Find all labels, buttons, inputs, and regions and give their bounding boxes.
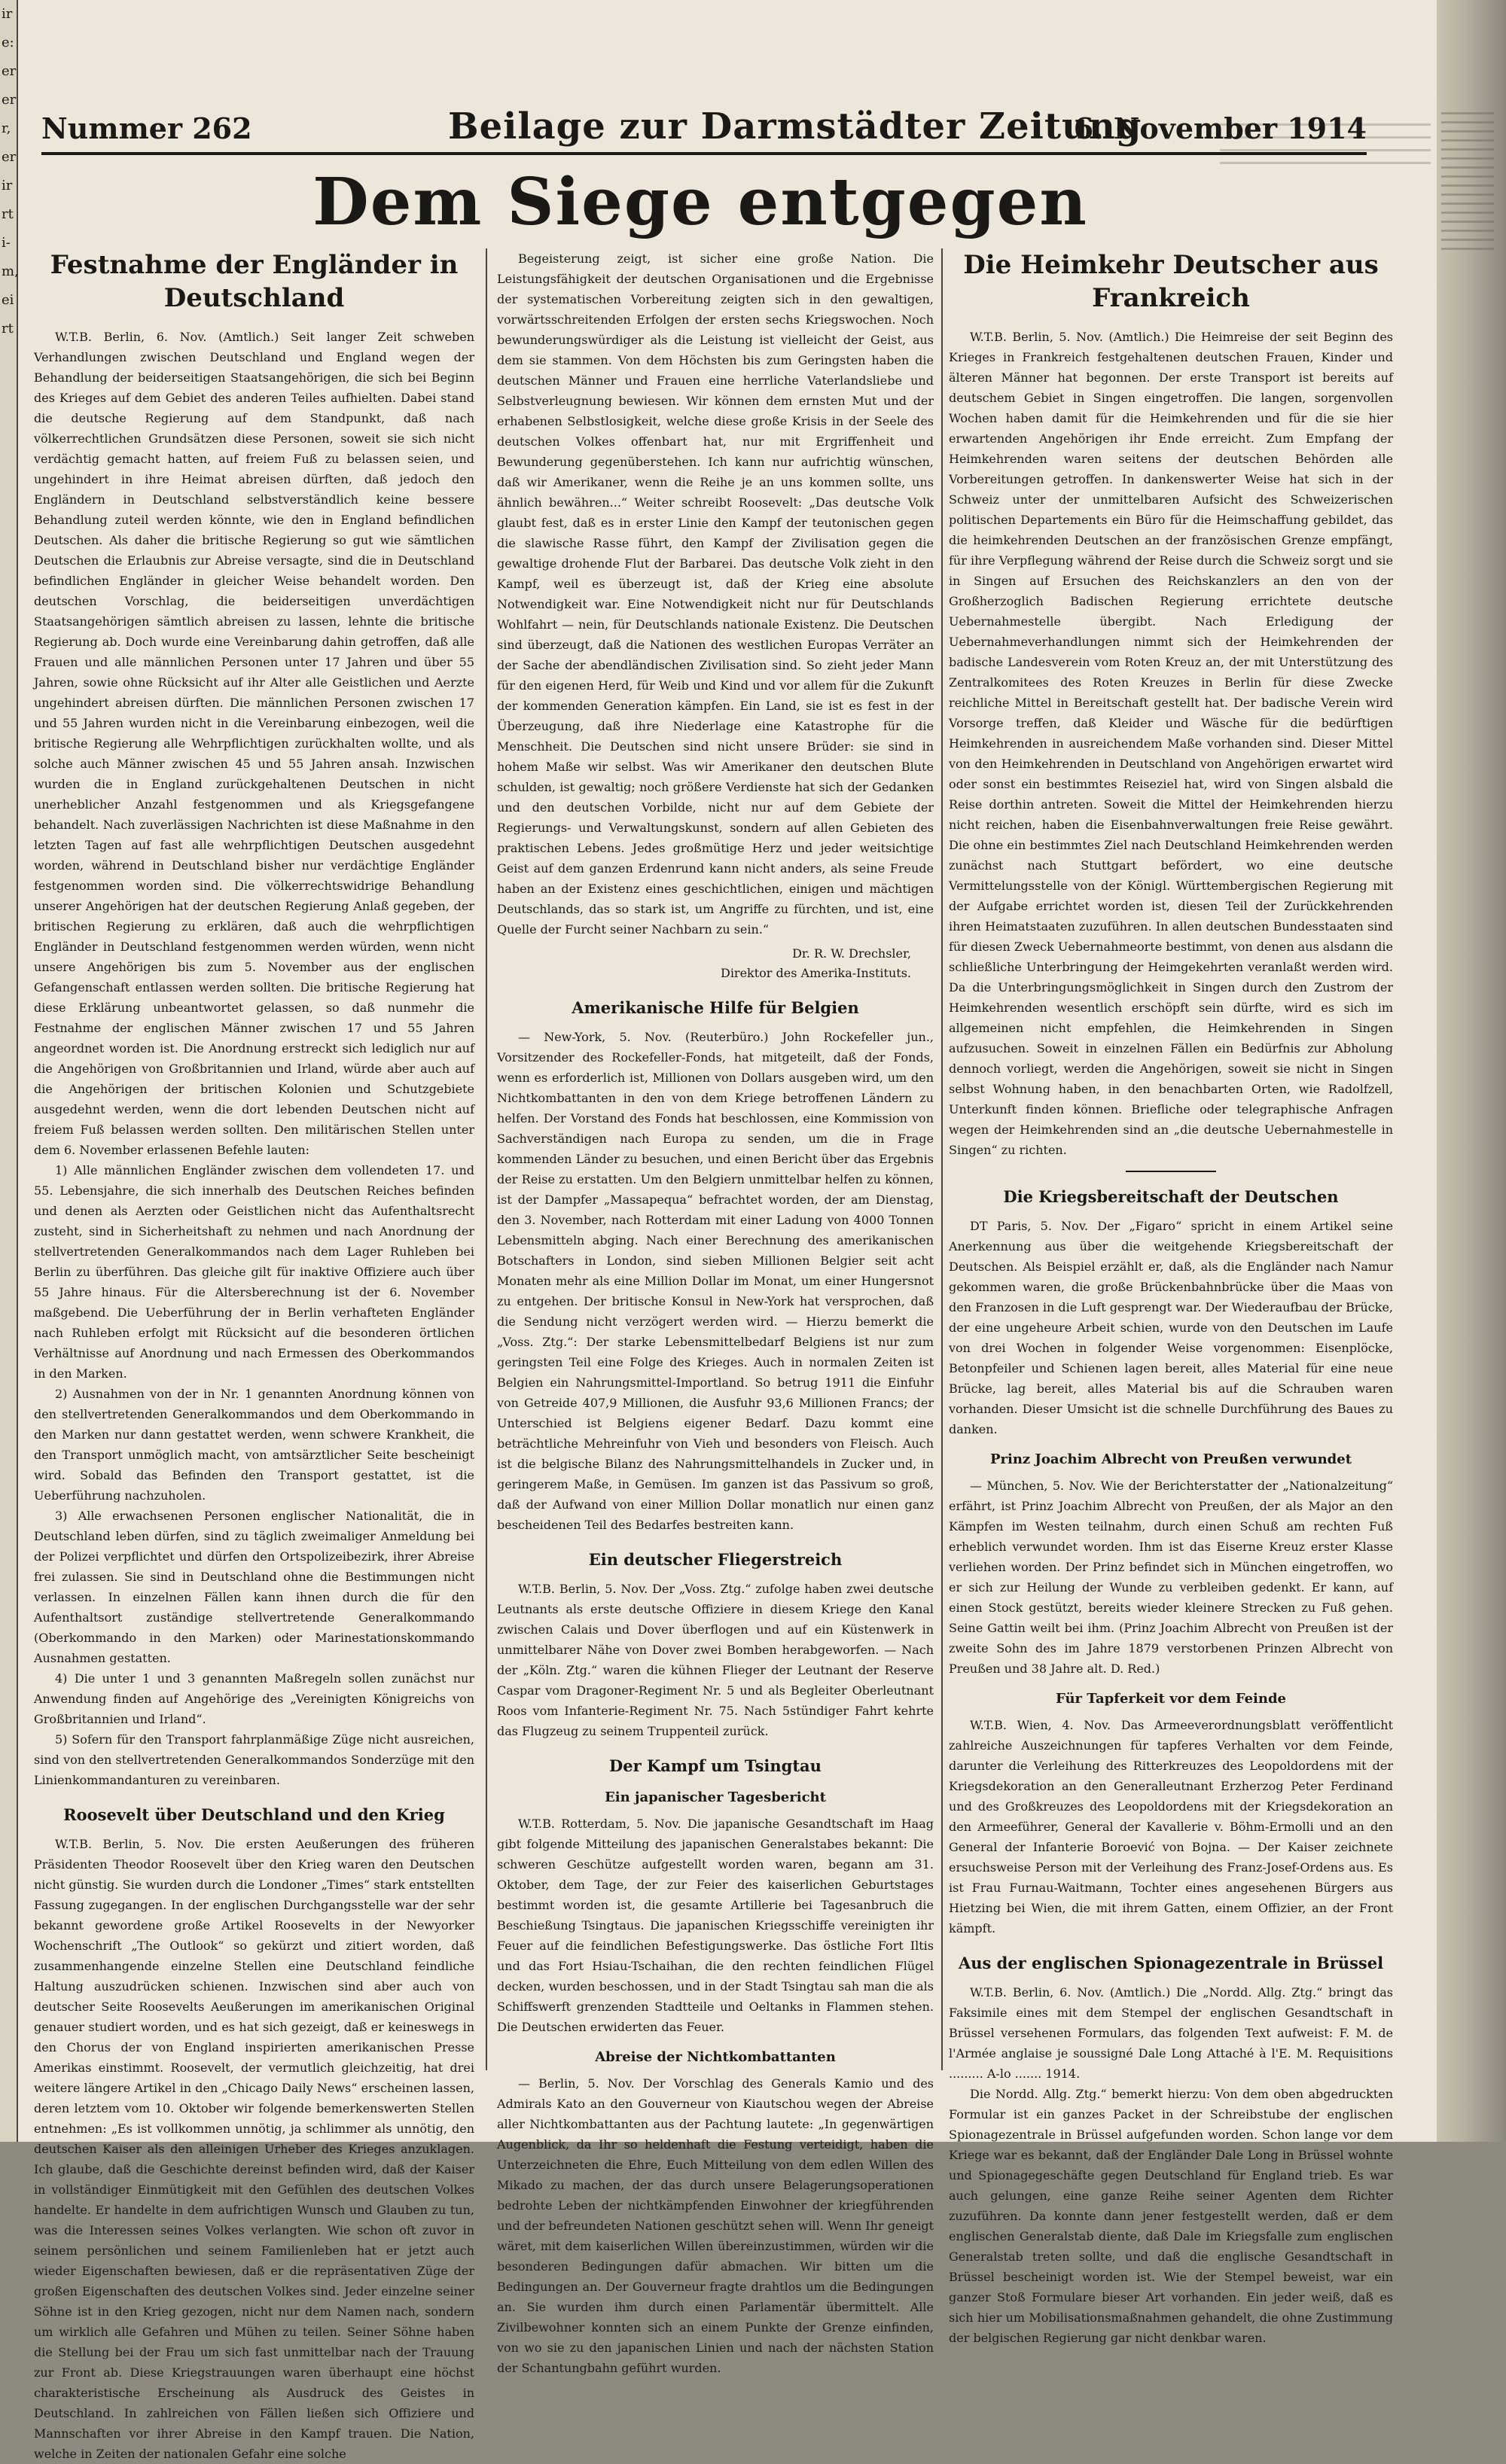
book-edge: [1437, 0, 1506, 2142]
article-title: Die Heimkehr Deutscher aus Frankreich: [963, 250, 1379, 313]
signature-name: Dr. R. W. Drechsler,: [792, 946, 911, 961]
margin-fragment: er: [2, 149, 17, 165]
article-paragraph: W.T.B. Berlin, 6. Nov. (Amtlich.) Die „Nordd. Allg. Ztg.“ bringt das Faksimile eines mit dem Stempel der englischen Gesandtschaft in Brüssel versehenen Formulars, das folgenden Text aufweist: F. M. de l'Armée anglaise je soussigné Dale Long Attaché à l'E. M. Requisitions ......... A-lo ....... 1914.: [949, 1985, 1393, 2081]
article-title: Der Kampf um Tsingtau: [609, 1756, 822, 1775]
article-paragraph: W.T.B. Rotterdam, 5. Nov. Die japanische Gesandtschaft im Haag gibt folgende Mitteilung des japanischen Generalstabes bekannt: Die schweren Geschütze aufgestellt worden waren, begann am 31. Oktober, dem Tage, der zur Feier des kaiserlichen Geburtstages bestimmt worden ist, die gesamte Artillerie bei Tagesanbruch die Beschießung Tsingtaus. Die japanischen Kriegsschiffe vereinigten ihr Feuer auf die feindlichen Befestigungswerke. Das östliche Fort Iltis und das Fort Hsiau-Tschaihan, die den rechten feindlichen Flügel decken, wurden beschossen, und in der Stadt Tsingtau sah man die als Schiffswerft grenzenden Stadtteile und Oeltanks in Flammen stehen. Die Deutschen erwiderten das Feuer.: [497, 1817, 934, 2034]
article-paragraph: DT Paris, 5. Nov. Der „Figaro“ spricht in einem Artikel seine Anerkennung aus über die weitgehende Kriegsbereitschaft der Deutschen. Als Beispiel erzählt er, daß, als die Engländer nach Namur gekommen waren, die große Brückenbahnbrücke über die Maas von den Franzosen in die Luft gesprengt war. Der Wiederaufbau der Brücke, der eine ungeheure Arbeit schien, wurde von den Deutschen im Laufe von drei Wochen in folgender Weise vorgenommen: Eisenplöcke, Betonpfeiler und Schienen lagen bereit, alles Material für eine neue Brücke, lag bereit, alles Material bis auf die Schrauben waren vorhanden. Dieser Umsicht ist die schnelle Durchführung des Baues zu danken.: [949, 1219, 1393, 1436]
article-paragraph: — New-York, 5. Nov. (Reuterbüro.) John Rockefeller jun., Vorsitzender des Rockefeller-Fonds, hat mitgeteilt, daß der Fonds, wenn es erforderlich ist, Millionen von Dollars ausgeben wird, um den Nichtkombattanten in den von dem Kriege betroffenen Ländern zu helfen. Der Vorstand des Fonds hat beschlossen, eine Kommission von Sachverständigen nach Europa zu senden, um die in Frage kommenden Länder zu besuchen, und einen Bericht über das Ergebnis der Reise zu erstatten. Um den Belgiern unmittelbar helfen zu können, ist der Dampfer „Massapequa“ befrachtet worden, der am Dienstag, den 3. November, nach Rotterdam mit einer Ladung von 4000 Tonnen Lebensmitteln abging. Nach einer Berechnung des amerikanischen Botschafters in London, sind sieben Millionen Belgier seit acht Monaten mehr als eine Million Dollar im Monat, um einer Hungersnot zu entgehen. Der britische Konsul in New-York hat versprochen, daß die Sendung nicht verzögert werden wird. — Hierzu bemerkt die „Voss. Ztg.“: Der starke Lebensmittelbedarf Belgiens ist nur zum geringsten Teil eine Folge des Krieges. Auch in normalen Zeiten ist Belgien ein Nahrungsmittel-Importland. So betrug 1911 die Einfuhr von Getreide 407,9 Millionen, die Ausfuhr 93,6 Millionen Francs; der Unterschied ist Belgiens eigener Bedarf. Dazu kommt eine beträchtliche Mehreinfuhr von Vieh und besonders von Fleisch. Auch ist die belgische Bilanz des Nahrungsmittelhandels in Zucker und, in geringerem Maße, in Gemüsen. Im ganzen ist das Passivum so groß, daß der Aufwand von einer Million Dollar monatlich nur einen ganz bescheidenen Teil des Bedarfes bestreiten kann.: [497, 1030, 934, 1532]
article-paragraph: — Berlin, 5. Nov. Der Vorschlag des Generals Kamio und des Admirals Kato an den Gouverneur von Kiautschou wegen der Abreise aller Nichtkombattanten aus der Pachtung lautete: „In gegenwärtigen Augenblick, da Ihr so heldenhaft die Festung verteidigt, haben die Unterzeichneten die Ehre, Euch Mitteilung von dem edlen Willen des Mikado zu machen, der das durch unsere Belagerungsoperationen bedrohte Leben der nichtkämpfenden Einwohner der kriegführenden und der befreundeten Nationen geschützt sehen will. Wenn Ihr geneigt wäret, mit dem kaiserlichen Willen übereinzustimmen, würden wir die besonderen Bedingungen dafür abmachen. Wir bitten um die Bedingungen an. Der Gouverneur fragte drahtlos um die Bedingungen an. Sie wurden ihm durch einen Parlamentär übermittelt. Alle Zivilbewohner konnten sich an einem Punkte der Grenze einfinden, von wo sie zu den japanischen Linien und nach der nächsten Station der Schantungbahn geführt wurden.: [497, 2076, 934, 2375]
margin-fragment: m,: [2, 263, 19, 279]
article-paragraph: 2) Ausnahmen von der in Nr. 1 genannten Anordnung können von den stellvertretenden Generalkommandos und dem Oberkommando in den Marken nur dann gestattet werden, wenn schwere Krankheit, die den Transport unmöglich macht, von amtsärztlicher Seite bescheinigt wird. Sobald das Befinden den Transport gestattet, ist die Ueberführung nachzuholen.: [34, 1387, 474, 1503]
article-paragraph: 3) Alle erwachsenen Personen englischer Nationalität, die in Deutschland leben dürfen, sind zu täglich zweimaliger Anmeldung bei der Polizei verpflichtet und dürfen den Ortspolizeibezirk, ihrer Abreise frei zulassen. Sie sind in Deutschland ohne die Bestimmungen nicht verlassen. In einzelnen Fällen kann ihnen durch die für den Aufenthaltsort zuständige stellvertretende Generalkommando (Oberkommando in den Marken) oder Marinestationskommando Ausnahmen gestatten.: [34, 1509, 474, 1665]
signature: [497, 944, 911, 983]
article-paragraph: W.T.B. Berlin, 5. Nov. Der „Voss. Ztg.“ zufolge haben zwei deutsche Leutnants als erste deutsche Offiziere in diesem Kriege den Kanal zwischen Calais und Dover überflogen und auf ein Küstenwerk in unmittelbarer Nähe von Dover zwei Bomben herabgeworfen. — Nach der „Köln. Ztg.“ waren die kühnen Flieger der Leutnant der Reserve Caspar vom Dragoner-Regiment Nr. 5 und als Begleiter Oberleutnant Roos vom Infanterie-Regiment Nr. 75. Nach 5stündiger Fahrt kehrte das Flugzeug zu seinem Truppenteil zurück.: [497, 1582, 934, 1738]
page-title: Dem Siege entgegen: [312, 164, 1088, 240]
article-title: Ein deutscher Fliegerstreich: [588, 1550, 843, 1569]
issue-date: 6. November 1914: [1073, 111, 1367, 145]
column-2: [497, 248, 934, 2378]
article-paragraph: — München, 5. Nov. Wie der Berichterstatter der „Nationalzeitung“ erfährt, ist Prinz Joachim Albrecht von Preußen, der als Major an den Kämpfen im Westen teilnahm, durch einen Schuß am rechten Fuß erheblich verwundet worden. Ihm ist das Eiserne Kreuz erster Klasse verliehen worden. Der Prinz befindet sich in München eingetroffen, wo er sich zur Heilung der Wunde zu verbleiben gedenkt. Er kann, auf einen Stock gestützt, bereits wieder kleinere Strecken zu Fuß gehen. Seine Gattin weilt bei ihm. (Prinz Joachim Albrecht von Preußen ist der zweite Sohn des im Jahre 1879 verstorbenen Prinzen Albrecht von Preußen und 38 Jahre alt. D. Red.): [949, 1479, 1393, 1676]
article-subtitle: Ein japanischer Tagesbericht: [605, 1789, 826, 1805]
margin-fragment: ir: [2, 6, 13, 22]
article-paragraph: W.T.B. Wien, 4. Nov. Das Armeeverordnungsblatt veröffentlicht zahlreiche Auszeichnungen für tapferes Verhalten vor dem Feinde, darunter die Verleihung des Ritterkreuzes des Leopoldordens mit der Kriegsdekoration an den Generalleutnant Erzherzog Peter Ferdinand und des Großkreuzes des Leopoldordens mit der Kriegsdekoration an den Armeeführer, General der Kavallerie v. Böhm-Ermolli und an den General der Infanterie Boroević von Bojna. — Der Kaiser zeichnete ersuchsweise Person mit der Verleihung des Franz-Josef-Ordens aus. Es ist Frau Furnau-Waitmann, Tochter eines angesehenen Bürgers aus Hietzing bei Wien, die mit ihrem Gatten, einem Offizier, an der Front kämpft.: [949, 1718, 1393, 1936]
article-paragraph: 4) Die unter 1 und 3 genannten Maßregeln sollen zunächst nur Anwendung finden auf Angehörige des „Vereinigten Königreichs von Großbritannien und Irland“.: [34, 1671, 474, 1726]
article-title: Für Tapferkeit vor dem Feinde: [1055, 1691, 1287, 1707]
margin-fragment: rt: [2, 206, 14, 222]
article-paragraph: 1) Alle männlichen Engländer zwischen dem vollendeten 17. und 55. Lebensjahre, die sich innerhalb des Deutschen Reiches befinden und denen als Aerzten oder Geistlichen nicht das Aufenthaltsrecht zusteht, sind in Sicherheitshaft zu nehmen und nach Anordnung der stellvertretenden Generalkommandos nach dem Lager Ruhleben bei Berlin zu überführen. Das gleiche gilt für inaktive Offiziere auch über 55 Jahre hinaus. Für die Altersberechnung ist der 6. November maßgebend. Die Ueberführung der in Berlin verhafteten Engländer nach Ruhleben erfolgt mit Rücksicht auf die besonderen örtlichen Verhältnisse auf Anordnung und nach Ermessen des Oberkommandos in den Marken.: [34, 1163, 474, 1381]
signature-title: Direktor des Amerika-Instituts.: [720, 966, 911, 980]
article-title: Roosevelt über Deutschland und den Krieg: [63, 1805, 445, 1824]
article-title: Amerikanische Hilfe für Belgien: [572, 998, 859, 1017]
article-title: Prinz Joachim Albrecht von Preußen verwundet: [989, 1451, 1352, 1467]
margin-fragment: rt: [2, 321, 14, 337]
article-paragraph: W.T.B. Berlin, 6. Nov. (Amtlich.) Seit langer Zeit schweben Verhandlungen zwischen Deutschland und England wegen der Behandlung der beiderseitigen Staatsangehörigen, die sich bei Beginn des Krieges auf dem Gebiet des anderen Teiles aufhielten. Dabei stand die deutsche Regierung auf dem Standpunkt, daß nach völkerrechtlichen Grundsätzen diese Personen, soweit sie sich nicht verdächtig gemacht hatten, auf freiem Fuß zu belassen seien, und ungehindert in ihre Heimat abreisen dürften, daß jedoch den Engländern in Deutschland selbstverständlich keine bessere Behandlung zuteil werden könnte, wie den in England befindlichen Deutschen. Als daher die britische Regierung so gut wie sämtlichen Deutschen die Erlaubnis zur Abreise versagte, sind die in Deutschland befindlichen Engländer in gleicher Weise behandelt worden. Den deutschen Vorschlag, die beiderseitigen unverdächtigen Staatsangehörigen sämtlich abreisen zu lassen, lehnte die britische Regierung ab. Doch wurde eine Vereinbarung dahin getroffen, daß alle Frauen und alle männlichen Personen unter 17 Jahren und über 55 Jahren, sowie ohne Rücksicht auf ihr Alter alle Geistlichen und Aerzte ungehindert abreisen dürften. Die männlichen Personen zwischen 17 und 55 Jahren wurden nicht in die Vereinbarung einbezogen, weil die britische Regierung alle Wehrpflichtigen zurückhalten wollte, und als solche auch Männer zwischen 45 und 55 Jahren ansah. Inzwischen wurden die in England zurückgehaltenen Deutschen in nicht unerheblicher Anzahl festgenommen und als Kriegsgefangene behandelt. Nach zuverlässigen Nachrichten ist diese Maßnahme in den letzten Tagen auf fast alle wehrpflichtigen Deutschen ausgedehnt worden, während in Deutschland bisher nur verdächtige Engländer festgenommen worden sind. Die völkerrechtswidrige Behandlung unserer Angehörigen hat der deutschen Regierung Anlaß gegeben, der britischen Regierung zu erklären, daß auch die wehrpflichtigen Engländer in Deutschland festgenommen werden würden, wenn nicht unsere Angehörigen bis zum 5. November aus der englischen Gefangenschaft entlassen werden sollten. Die britische Regierung hat diese Erklärung unbeantwortet gelassen, so daß nunmehr die Festnahme der englischen Männer zwischen 17 und 55 Jahren angeordnet worden ist. Die Anordnung erstreckt sich lediglich nur auf die Angehörigen von Großbritannien und Irland, würde aber auch auf die Angehörigen der britischen Kolonien und Schutzgebiete ausgedehnt werden, wenn die dort lebenden Deutschen nicht auf freiem Fuß belassen werden sollten. Den militärischen Stellen unter dem 6. November erlassenen Befehle lauten:: [34, 330, 474, 1157]
article-paragraph: W.T.B. Berlin, 5. Nov. Die ersten Aeußerungen des früheren Präsidenten Theodor Roosevelt über den Krieg waren den Deutschen nicht günstig. Sie wurden durch die Londoner „Times“ stark entstellten Fassung zugegangen. In der englischen Durchgangsstelle war der sehr bekannt gewordene große Artikel Roosevelts in der Newyorker Wochenschrift „The Outlook“ so gekürzt und zitiert worden, daß zusammenhangende einzelne Stellen eine Deutschland feindliche Haltung auszudrücken schienen. Inzwischen sind aber auch von deutscher Seite Roosevelts Aeußerungen im amerikanischen Original genauer studiert worden, und es hat sich gezeigt, daß er keineswegs in den Chorus der von England inspirierten amerikanischen Presse Amerikas einstimmt. Roosevelt, der vermutlich gleichzeitig, hat drei weitere längere Artikel in den „Chicago Daily News“ erscheinen lassen, deren letztem vom 10. Oktober wir folgende bemerkenswerten Stellen entnehmen: „Es ist vollkommen unnötig, ja schlimmer als unnötig, den deutschen Kaiser als den alleinigen Urheber des Krieges anzuklagen. Ich glaube, daß die Geschichte dereinst befinden wird, daß der Kaiser in vollständiger Einmütigkeit mit den Gefühlen des deutschen Volkes handelte. Er handelte in dem aufrichtigen Wunsch und Glauben zu tun, was die Interessen seines Volkes verlangten. Wie schon oft zuvor in seinem persönlichen und seinem Familienleben hat er jetzt auch wieder Eigenschaften bewiesen, daß er die repräsentativen Züge der großen Eigenschaften des deutschen Volkes sind. Jeder einzelne seiner Söhne ist in den Krieg gezogen, nicht nur dem Namen nach, sondern um wirklich alle Gefahren und Mühen zu teilen. Seiner Söhne haben die Stellung bei der Frau um sich fast unmittelbar nach der Trauung zur Front ab. Diese Kriegstrauungen waren überhaupt eine höchst charakteristische Erscheinung als Ausdruck des Geistes in Deutschland. In zahlreichen von Fällen ließen sich Offiziere und Mannschaften vor ihrer Abreise in den Kampf trauen. Die Nation, welche in Zeiten der nationalen Gefahr eine solche: [34, 1837, 474, 2461]
article-paragraph: 5) Sofern für den Transport fahrplanmäßige Züge nicht ausreichen, sind von den stellvertretenden Generalkommandos Sonderzüge mit den Linienkommandanturen zu vereinbaren.: [34, 1732, 474, 1787]
page-header: [41, 105, 1367, 155]
article-title: Festnahme der Engländer in Deutschland: [50, 250, 459, 313]
column-rule: [486, 248, 487, 2070]
article-paragraph: W.T.B. Berlin, 5. Nov. (Amtlich.) Die Heimreise der seit Beginn des Krieges in Frankreich festgehaltenen deutschen Frauen, Kinder und älteren Männer hat begonnen. Der erste Transport ist bereits auf deutschem Gebiet in Singen eingetroffen. Die langen, sorgenvollen Wochen haben damit für die Heimkehrenden und für die sie hier erwartenden Angehörigen ihr Ende erreicht. Zum Empfang der Heimkehrenden waren seitens der deutschen Behörden alle Vorbereitungen getroffen. In dankenswerter Weise hat sich in der Schweiz unter der unmittelbaren Aufsicht des Schweizerischen politischen Departements ein Büro für die Heimschaffung gebildet, das die heimkehrenden Deutschen an der französischen Grenze empfängt, für ihre Verpflegung während der Reise durch die Schweiz sorgt und sie in Singen auf Ersuchen des Reichskanzlers an den von der Großherzoglich Badischen Regierung errichtete deutsche Uebernahmestelle übergibt. Nach Erledigung der Uebernahmeverhandlungen nimmt sich der Heimkehrenden der badische Landesverein vom Roten Kreuz an, der mit Unterstützung des Zentralkomitees des Roten Kreuzes in Berlin für diese Zwecke reichliche Mittel in Bereitschaft gestellt hat. Der badische Verein wird Vorsorge treffen, daß Kleider und Wäsche für die bedürftigen Heimkehrenden in ausreichendem Maße vorhanden sind. Dieser Mittel von den Heimkehrenden in Deutschland von Angehörigen erwartet wird oder sonst ein bestimmtes Reiseziel hat, wird von Singen alsbald die Reise dorthin antreten. Soweit die Mittel der Heimkehrenden hierzu nicht reichen, haben die Eisenbahnverwaltungen freie Reise gewährt. Die ohne ein bestimmtes Ziel nach Deutschland Heimkehrenden werden zunächst nach Stuttgart befördert, wo eine deutsche Vermittelungsstelle von der Königl. Württembergischen Regierung mit der Aufgabe errichtet worden ist, diesen Teil der Zurückkehrenden ihren Heimatstaaten zuzuführen. In allen deutschen Bundesstaaten sind für diesen Zweck Uebernahmeorte bestimmt, von denen aus alsdann die schließliche Unterbringung der Heimgekehrten veranlaßt werden wird. Da die Unterbringungsmöglichkeit in Singen durch den Zustrom der Heimkehrenden wesentlich erschöpft sein dürfte, wird es sich im allgemeinen nicht empfehlen, die Heimkehrenden in Singen aufzusuchen. Soweit in einzelnen Fällen ein Bedürfnis zur Abholung dennoch vorliegt, werden die Angehörigen, soweit sie nicht in Singen selbst Wohnung haben, in den benachbarten Orten, wie Radolfzell, Unterkunft finden können. Briefliche oder telegraphische Anfragen wegen der Heimkehrenden sind an „die deutsche Uebernahmestelle in Singen“ zu richten.: [949, 330, 1393, 1157]
margin-fragment: er: [2, 63, 17, 79]
article-subtitle: Abreise der Nichtkombattanten: [595, 2049, 836, 2065]
article-paragraph: Begeisterung zeigt, ist sicher eine große Nation. Die Leistungsfähigkeit der deutschen Organisationen und die Ergebnisse der systematischen Vorbereitung zeigten sich in den gewaltigen, vorwärtsschreitenden Erfolgen der ersten sechs Kriegswochen. Noch bewunderungswürdiger als die Leistung ist vielleicht der Geist, aus dem sie stammen. Von dem Höchsten bis zum Geringsten haben die deutschen Männer und Frauen eine herrliche Vaterlandsliebe und Selbstverleugnung bewiesen. Wir können dem ernsten Mut und der erhabenen Selbstlosigkeit, welche diese große Krisis in der Seele des deutschen Volkes offenbart hat, nur mit Ergriffenheit und Bewunderung gegenüberstehen. Ich kann nur aufrichtig wünschen, daß wir Amerikaner, wenn die Reihe je an uns kommen sollte, uns ähnlich bewähren...“ Weiter schreibt Roosevelt: „Das deutsche Volk glaubt fest, daß es in erster Linie den Kampf der teutonischen gegen die slawische Rasse führt, den Kampf der Zivilisation gegen die gewaltige drohende Flut der Barbarei. Das deutsche Volk zieht in den Kampf, weil es überzeugt ist, daß der Krieg eine absolute Notwendigkeit war. Eine Notwendigkeit nicht nur für Deutschlands Wohlfahrt — nein, für Deutschlands nationale Existenz. Die Deutschen sind überzeugt, daß die Nationen des westlichen Europas Verräter an der Sache der abendländischen Zivilisation sind. So zieht jeder Mann für den eigenen Herd, für Weib und Kind und vor allem für die Zukunft der kommenden Generation kämpfen. Ein Land, sie ist es fest in der Überzeugung, daß ihre Niederlage eine Katastrophe für die Menschheit. Die Deutschen sind nicht unsere Brüder: sie sind in hohem Maße wir selbst. Was wir Amerikaner den deutschen Blute schulden, ist gewaltig; noch größere Verdienste hat sich der Gedanken und den deutschen Vorbilde, nicht nur auf dem Gebiete der Regierungs- und Verwaltungskunst, sondern auf allen Gebieten des praktischen Lebens. Jedes großmütige Herz und jeder weitsichtige Geist auf dem ganzen Erdenrund kann nicht anders, als seine Freude haben an der Existenz eines geschichtlichen, einigen und mächtigen Deutschlands, das so stark ist, um Angriffe zu fürchten, und ist, eine Quelle der Furcht seiner Nachbarn zu sein.“: [497, 251, 934, 937]
margin-fragment: ir: [2, 178, 13, 193]
article-title: Aus der englischen Spionagezentrale in Brüssel: [958, 1954, 1384, 1972]
issue-number: Nummer 262: [41, 111, 252, 145]
column-1: [34, 248, 474, 2464]
margin-fragment: e:: [2, 35, 14, 50]
margin-fragment: er: [2, 92, 17, 108]
masthead: Beilage zur Darmstädter Zeitung: [448, 105, 1142, 148]
margin-fragment: i-: [2, 235, 11, 251]
column-rule: [941, 248, 943, 2070]
margin-fragment: r,: [2, 120, 11, 136]
adjacent-page-margin: [0, 0, 18, 2142]
margin-fragment: ei: [2, 292, 14, 308]
article-paragraph: Die Nordd. Allg. Ztg.“ bemerkt hierzu: Von dem oben abgedruckten Formular ist ein ganzes Packet in der Schreibstube der englischen Spionagezentrale in Brüssel aufgefunden worden. Schon lange vor dem Kriege war es bekannt, daß der Engländer Dale Long in Brüssel wohnte und Spionagegeschäfte gegen Deutschland für England trieb. Es war auch gelungen, eine ganze Reihe seiner Agenten dem Richter zuzuführen. Da konnte dann jener festgestellt werden, daß er dem englischen Generalstab diente, daß Dale im Kriegsfalle zum englischen Generalstab treten sollte, und daß die englische Gesandtschaft in Brüssel bescheinigt worden ist. Wie der Stempel beweist, war ein ganzer Stoß Formulare bieser Art vorhanden. Ein jeder weiß, daß es sich hier um Mobilisationsmaßnahmen gehandelt, die ohne Zustimmung der belgischen Regierung gar nicht denkbar waren.: [949, 2087, 1393, 2345]
divider: [1126, 1171, 1216, 1172]
column-3: [949, 248, 1393, 2348]
article-title: Die Kriegsbereitschaft der Deutschen: [1003, 1187, 1339, 1206]
